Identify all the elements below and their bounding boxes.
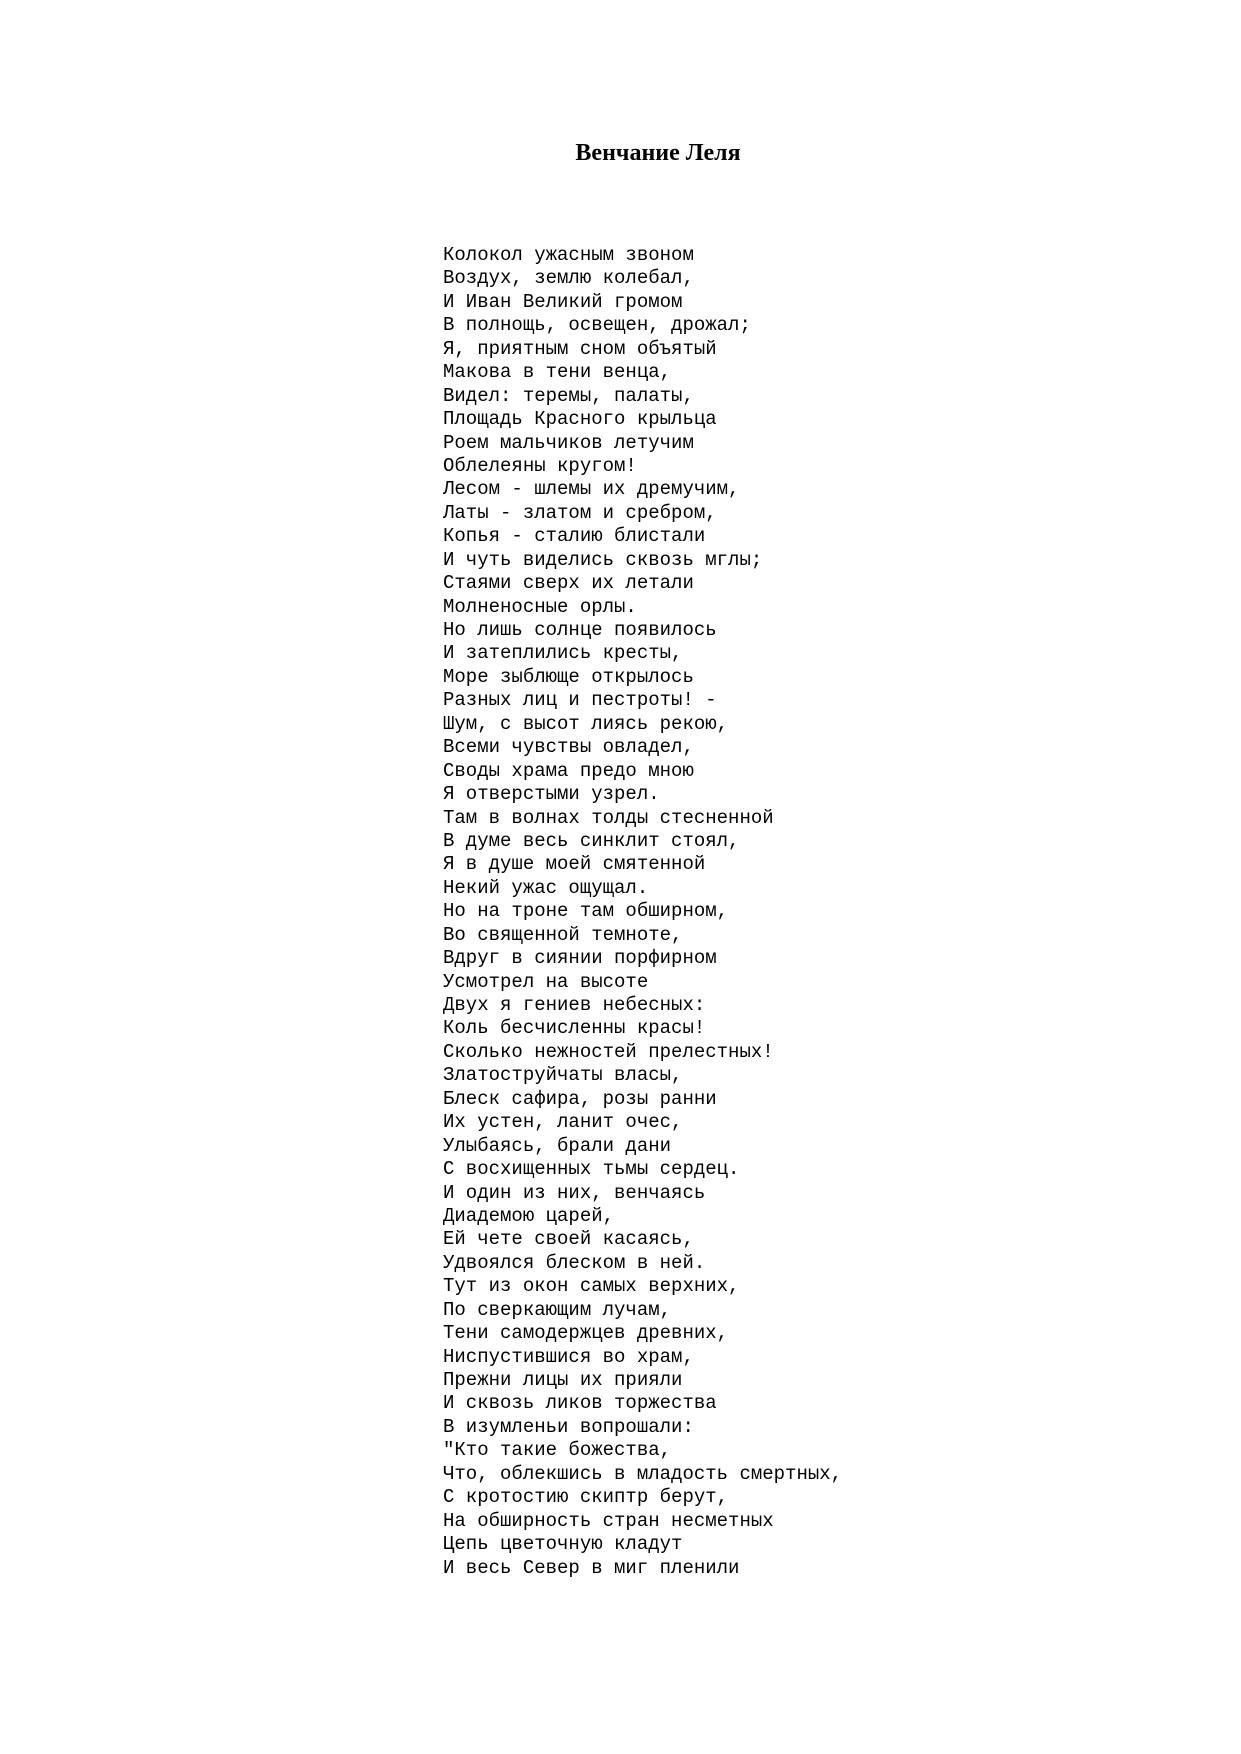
- poem-line: Ниспустившися во храм,: [443, 1345, 694, 1368]
- poem-line: Копья - сталию блистали: [443, 525, 706, 548]
- poem-line: Тут из окон самых верхних,: [443, 1275, 740, 1298]
- poem-line: Что, облекшись в младость смертных,: [443, 1462, 843, 1485]
- poem-line: И затеплились кресты,: [443, 642, 683, 665]
- poem-line: Усмотрел на высоте: [443, 970, 649, 993]
- poem-line: Ей чете своей касаясь,: [443, 1228, 694, 1251]
- poem-line: "Кто такие божества,: [443, 1439, 672, 1462]
- poem-line: И чуть виделись сквозь мглы;: [443, 548, 763, 571]
- poem-line: В изумленьи вопрошали:: [443, 1415, 694, 1438]
- poem-line: Своды храма предо мною: [443, 759, 694, 782]
- poem-line: Там в волнах толды стесненной: [443, 806, 774, 829]
- poem-line: По сверкающим лучам,: [443, 1298, 672, 1321]
- poem-line: Но лишь солнце появилось: [443, 619, 717, 641]
- poem-line: Вдруг в сиянии порфирном: [443, 947, 717, 970]
- poem-line: Стаями сверх их летали: [443, 572, 694, 595]
- poem-line: Воздух, землю колебал,: [443, 267, 694, 290]
- poem-line: Двух я гениев небесных:: [443, 994, 706, 1016]
- poem-line: Море зыблюще открылось: [443, 665, 694, 688]
- poem-line: Площадь Красного крыльца: [443, 408, 717, 431]
- poem-line: Роем мальчиков летучим: [443, 431, 694, 454]
- poem-line: Шум, с высот лиясь рекою,: [443, 712, 729, 735]
- poem-line: Макова в тени венца,: [443, 361, 672, 384]
- poem-line: Всеми чувствы овладел,: [443, 736, 694, 759]
- poem-line: Блеск сафира, розы ранни: [443, 1087, 717, 1110]
- poem-line: Во священной темноте,: [443, 923, 683, 946]
- poem-line: И сквозь ликов торжества: [443, 1392, 717, 1415]
- poem-line: Цепь цветочную кладут: [443, 1533, 683, 1556]
- poem-line: Облелеяны кругом!: [443, 454, 637, 477]
- poem-line: Я отверстыми узрел.: [443, 783, 660, 806]
- poem-line: Удвоялся блеском в ней.: [443, 1251, 706, 1274]
- poem-line: С восхищенных тьмы сердец.: [443, 1158, 740, 1181]
- poem-line: Латы - златом и сребром,: [443, 501, 717, 524]
- poem-line: Лесом - шлемы их дремучим,: [443, 478, 740, 501]
- poem-line: Я, приятным сном объятый: [443, 337, 717, 360]
- poem-line: И весь Север в миг пленили: [443, 1556, 740, 1579]
- poem-line: Коль бесчисленны красы!: [443, 1017, 706, 1040]
- poem-line: И Иван Великий громом: [443, 290, 683, 313]
- poem-line: Их устен, ланит очес,: [443, 1111, 683, 1134]
- poem-line: Я в душе моей смятенной: [443, 853, 706, 876]
- poem-line: Но на троне там обширном,: [443, 900, 729, 923]
- poem-line: И один из них, венчаясь: [443, 1181, 706, 1204]
- poem-body: [443, 244, 842, 1580]
- poem-line: Улыбаясь, брали дани: [443, 1134, 672, 1157]
- poem-line: С кротостию скиптр берут,: [443, 1486, 729, 1509]
- poem-title: Венчание Леля: [575, 140, 741, 166]
- poem-line: В думе весь синклит стоял,: [443, 829, 740, 852]
- poem-line: В полнощь, освещен, дрожал;: [443, 314, 751, 337]
- poem-line: Прежни лицы их прияли: [443, 1369, 683, 1391]
- poem-line: Тени самодержцев древних,: [443, 1322, 729, 1345]
- poem-line: Разных лиц и пестроты! -: [443, 689, 717, 712]
- poem-line: Колокол ужасным звоном: [443, 244, 694, 266]
- poem-line: Златоструйчаты власы,: [443, 1064, 683, 1087]
- poem-line: Сколько нежностей прелестных!: [443, 1040, 774, 1063]
- poem-line: На обширность стран несметных: [443, 1509, 774, 1532]
- poem-line: Видел: теремы, палаты,: [443, 384, 694, 407]
- poem-line: Некий ужас ощущал.: [443, 876, 649, 899]
- poem-line: Молненосные орлы.: [443, 595, 637, 618]
- poem-line: Диадемою царей,: [443, 1204, 615, 1227]
